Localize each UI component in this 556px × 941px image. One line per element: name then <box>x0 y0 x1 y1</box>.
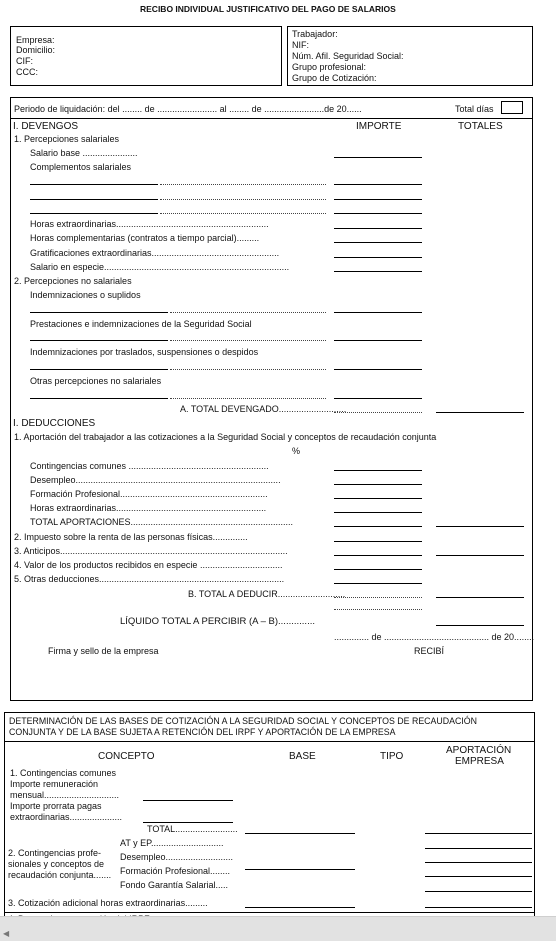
aportacion-column-header-2: EMPRESA <box>455 756 504 767</box>
total-aportaciones-label: TOTAL APORTACIONES................................................................. <box>30 517 294 527</box>
total-deducir-dots <box>334 597 422 598</box>
bases-heading-divider <box>4 741 535 742</box>
totales-column-header: TOTALES <box>458 121 503 132</box>
cif-label: CIF: <box>16 56 33 66</box>
periodo-divider <box>10 118 533 119</box>
total-aportaciones-line <box>334 526 422 527</box>
especie-line <box>334 271 422 272</box>
firma-label: Firma y sello de la empresa <box>48 646 159 656</box>
remuneracion-line <box>143 800 233 801</box>
otras-percepciones-label: Otras percepciones no salariales <box>30 376 162 386</box>
anticipos-label: 3. Anticipos........................................................................................... <box>14 546 288 556</box>
base-column-header: BASE <box>289 751 316 762</box>
otras-deducciones-label: 5. Otras deducciones.......................................................................... <box>14 574 285 584</box>
total-deducir-label: B. TOTAL A DEDUCIR........................... <box>188 589 346 599</box>
total-aportacion-line <box>425 833 532 834</box>
grupo-cotizacion-label: Grupo de Cotización: <box>292 73 377 83</box>
indem-line <box>30 312 168 313</box>
aportacion-column-header-1: APORTACIÓN <box>446 745 512 756</box>
bases-heading-line-2: CONJUNTA Y DE LA BASE SUJETA A RETENCIÓN DEL IRPF Y APORTACIÓN DE LA EMPRESA <box>9 727 396 737</box>
horas-compl-line <box>334 242 422 243</box>
recibo-main-box <box>10 97 533 701</box>
horas-extra-label: Horas extraordinarias............................................................. <box>30 219 269 229</box>
contingencias-profesionales-base <box>245 869 355 870</box>
complemento-dots-1 <box>160 184 326 185</box>
cotizacion-adicional-label: 3. Cotización adicional horas extraordinarias......... <box>8 898 208 908</box>
indem-importe <box>334 312 422 313</box>
gratificaciones-line <box>334 257 422 258</box>
horizontal-scrollbar[interactable] <box>0 916 556 941</box>
cotizacion-adicional-base <box>245 907 355 908</box>
importe-column-header: IMPORTE <box>356 121 402 132</box>
prestaciones-label: Prestaciones e indemnizaciones de la Seguridad Social <box>30 319 252 329</box>
bases-heading-line-1: DETERMINACIÓN DE LAS BASES DE COTIZACIÓN A LA SEGURIDAD SOCIAL Y CONCEPTOS DE RECAUDACIÓN <box>9 716 477 726</box>
total-aportaciones-total <box>436 526 524 527</box>
gratificaciones-label: Gratificaciones extraordinarias................................................... <box>30 248 280 258</box>
otras-importe <box>334 398 422 399</box>
trabajador-label: Trabajador: <box>292 29 338 39</box>
desempleo-label: Desempleo.................................................................................. <box>30 475 281 485</box>
atep-label: AT y EP............................. <box>120 838 224 848</box>
prorrata-1: Importe prorrata pagas <box>10 801 102 811</box>
traslados-line <box>30 369 168 370</box>
horas-extra-line <box>334 228 422 229</box>
complemento-importe-1 <box>334 184 422 185</box>
contingencias-comunes-base: 1. Contingencias comunes <box>10 768 117 778</box>
empresa-label: Empresa: <box>16 35 55 45</box>
otras-deducciones-line <box>334 583 422 584</box>
fogasa-line <box>425 891 532 892</box>
cotizacion-adicional-aport <box>425 907 532 908</box>
total-base-line <box>245 833 355 834</box>
tipo-column-header: TIPO <box>380 751 404 762</box>
salario-base-label: Salario base ...................... <box>30 148 138 158</box>
formacion-base-line <box>425 876 532 877</box>
concepto-column-header: CONCEPTO <box>98 751 155 762</box>
importe-remuneracion-1: Importe remuneración <box>10 779 99 789</box>
periodo-liquidacion: Periodo de liquidación: del ........ de ........................ al ........ de ........................de 20...... <box>14 104 362 114</box>
afiliacion-label: Núm. Afil. Seguridad Social: <box>292 51 404 61</box>
percepciones-salariales: 1. Percepciones salariales <box>14 134 120 144</box>
desempleo-base-line <box>425 862 532 863</box>
liquido-line <box>436 625 524 626</box>
liquido-label: LÍQUIDO TOTAL A PERCIBIR (A – B).............. <box>120 616 315 627</box>
complemento-line-3 <box>30 213 158 214</box>
anticipos-total <box>436 555 524 556</box>
especie-ded-label: 4. Valor de los productos recibidos en especie ................................. <box>14 560 283 570</box>
desempleo-base-label: Desempleo........................... <box>120 852 234 862</box>
contingencias-profesionales-2: sionales y conceptos de <box>8 859 105 869</box>
total-devengado-label: A. TOTAL DEVENGADO........................... <box>180 404 347 414</box>
fogasa-label: Fondo Garantía Salarial..... <box>120 880 229 890</box>
total-devengado-line <box>436 412 524 413</box>
contingencias-comunes-line <box>334 470 422 471</box>
prest-importe <box>334 340 422 341</box>
traslados-importe <box>334 369 422 370</box>
complemento-importe-2 <box>334 199 422 200</box>
importe-remuneracion-2: mensual.............................. <box>10 790 120 800</box>
anticipos-line <box>334 555 422 556</box>
atep-line <box>425 848 532 849</box>
indem-dots <box>170 312 326 313</box>
contingencias-profesionales-3: recaudación conjunta....... <box>8 870 112 880</box>
irpf-line <box>334 541 422 542</box>
prorrata-2: extraordinarias..................... <box>10 812 123 822</box>
grupo-profesional-label: Grupo profesional: <box>292 62 367 72</box>
prest-dots <box>170 340 326 341</box>
especie-ded-line <box>334 569 422 570</box>
total-deducir-dots-2 <box>334 609 422 610</box>
horas-extra-ded-label: Horas extraordinarias............................................................ <box>30 503 267 513</box>
nif-label: NIF: <box>292 40 309 50</box>
irpf-label: 2. Impuesto sobre la renta de las personas físicas.............. <box>14 532 248 542</box>
domicilio-label: Domicilio: <box>16 45 56 55</box>
formacion-line <box>334 498 422 499</box>
prest-line <box>30 340 168 341</box>
total-devengado-dots <box>334 412 422 413</box>
percent-label: % <box>292 446 301 456</box>
traslados-dots <box>170 369 326 370</box>
ccc-label: CCC: <box>16 67 38 77</box>
otras-line <box>30 398 168 399</box>
complemento-line-2 <box>30 199 158 200</box>
bases-divider-4 <box>4 912 535 913</box>
complemento-dots-3 <box>160 213 326 214</box>
fecha-line: .............. de .......................................... de 20........ <box>334 632 535 642</box>
total-deducir-line <box>436 597 524 598</box>
traslados-label: Indemnizaciones por traslados, suspensiones o despidos <box>30 347 259 357</box>
total-dias-label: Total días <box>455 104 494 114</box>
especie-label: Salario en especie.......................................................................... <box>30 262 290 272</box>
document-title: RECIBO INDIVIDUAL JUSTIFICATIVO DEL PAGO DE SALARIOS <box>140 4 396 14</box>
deducciones-heading: I. DEDUCCIONES <box>13 418 96 429</box>
aportacion-trabajador-label: 1. Aportación del trabajador a las cotizaciones a la Seguridad Social y conceptos de recaudación conjunta <box>14 432 437 442</box>
complemento-line-1 <box>30 184 158 185</box>
prorrata-line <box>143 822 233 823</box>
horas-extra-ded-line <box>334 512 422 513</box>
percepciones-no-salariales: 2. Percepciones no salariales <box>14 276 132 286</box>
total-base-label: TOTAL......................... <box>147 824 238 834</box>
scroll-left-icon[interactable]: ◀ <box>3 929 10 938</box>
desempleo-line <box>334 484 422 485</box>
formacion-base-label: Formación Profesional........ <box>120 866 231 876</box>
contingencias-comunes-label: Contingencias comunes ........................................................ <box>30 461 269 471</box>
contingencias-profesionales-1: 2. Contingencias profe- <box>8 848 102 858</box>
total-dias-box <box>501 101 523 114</box>
otras-dots <box>170 398 326 399</box>
indemnizaciones-label: Indemnizaciones o suplidos <box>30 290 141 300</box>
horas-compl-label: Horas complementarias (contratos a tiempo parcial)......... <box>30 233 260 243</box>
formacion-label: Formación Profesional........................................................... <box>30 489 268 499</box>
complemento-dots-2 <box>160 199 326 200</box>
salario-base-line <box>334 157 422 158</box>
recibi-label: RECIBÍ <box>414 646 445 656</box>
devengos-heading: I. DEVENGOS <box>13 121 79 132</box>
complementos-label: Complementos salariales <box>30 162 132 172</box>
complemento-importe-3 <box>334 213 422 214</box>
